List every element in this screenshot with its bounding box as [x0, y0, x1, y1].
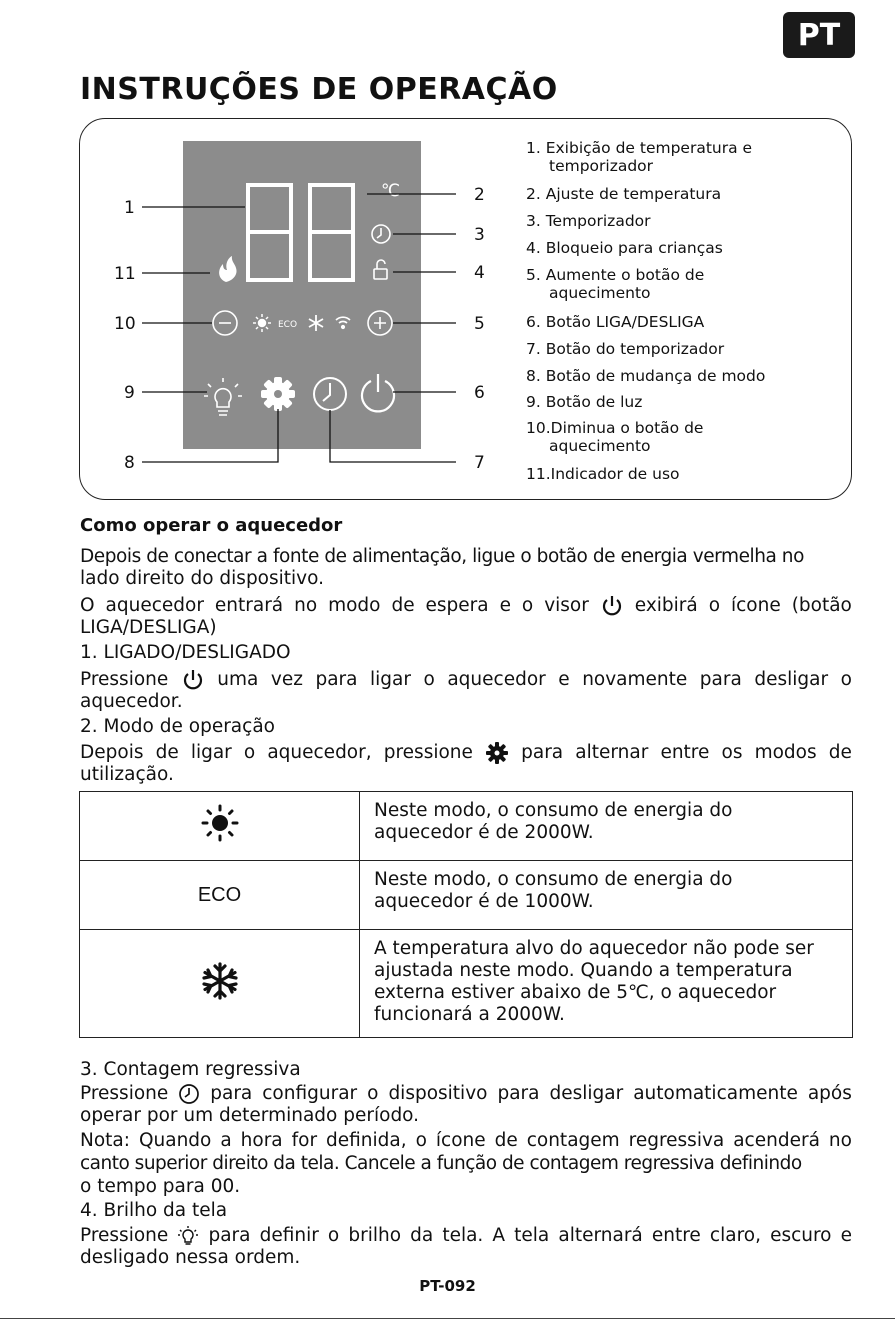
- paragraph-line: desligado nessa ordem.: [80, 1247, 301, 1268]
- mode-description: A temperatura alvo do aquecedor não pode ser ajustada neste modo. Quando a temperatura externa estiver abaixo de 5℃, o aquecedor funcionará a 2000W.: [360, 930, 853, 1038]
- mode-icon-cell: [80, 792, 360, 861]
- light-bulb-icon: [177, 1225, 199, 1247]
- mode-description: Neste modo, o consumo de energia do aquecedor é de 2000W.: [360, 792, 853, 861]
- eco-mode-label: ECO: [278, 320, 298, 330]
- paragraph-line: O aquecedor entrará no modo de espera e o visor exibirá o ícone (botão: [80, 595, 852, 616]
- subheading: 2. Modo de operação: [80, 716, 275, 737]
- callout-7: 7: [474, 453, 485, 473]
- paragraph-line: o tempo para 00.: [80, 1176, 241, 1197]
- legend-item: 1. Exibição de temperatura e temporizador: [526, 139, 753, 175]
- language-badge: PT: [783, 12, 855, 58]
- paragraph-line: operar por um determinado período.: [80, 1105, 420, 1126]
- callout-1: 1: [124, 198, 135, 218]
- paragraph-line: LIGA/DESLIGA): [80, 617, 217, 638]
- subheading: 1. LIGADO/DESLIGADO: [80, 642, 291, 663]
- eco-label: ECO: [197, 883, 242, 906]
- legend-item: 11.Indicador de uso: [526, 465, 680, 483]
- table-row: [80, 861, 853, 930]
- legend-item: 10.Diminua o botão de aquecimento: [526, 419, 704, 455]
- section-title: Como operar o aquecedor: [80, 515, 343, 536]
- paragraph-line: Depois de ligar o aquecedor, pressione para alternar entre os modos de: [80, 742, 852, 763]
- bottom-rule: [0, 1318, 895, 1319]
- callout-8: 8: [124, 453, 135, 473]
- power-icon: [181, 668, 205, 692]
- legend-item: 8. Botão de mudança de modo: [526, 367, 766, 385]
- snowflake-icon: [200, 961, 240, 1001]
- paragraph-line: Pressione para configurar o dispositivo para desligar automaticamente após: [80, 1083, 852, 1104]
- timer-icon: [178, 1083, 200, 1105]
- table-row: [80, 930, 853, 1038]
- callout-3: 3: [474, 225, 485, 245]
- page-number: PT-092: [419, 1277, 476, 1295]
- paragraph-line: Pressione uma vez para ligar o aquecedor e novamente para desligar o: [80, 669, 852, 690]
- callout-5: 5: [474, 314, 485, 334]
- paragraph-line: canto superior direito da tela. Cancele a função de contagem regressiva definindo: [80, 1153, 802, 1174]
- gear-icon: [485, 741, 509, 765]
- paragraph-line: Pressione para definir o brilho da tela. A tela alternará entre claro, escuro e: [80, 1225, 852, 1246]
- legend-item: 5. Aumente o botão de aquecimento: [526, 266, 705, 302]
- celsius-indicator: ℃: [381, 181, 401, 201]
- mode-description: Neste modo, o consumo de energia do aquecedor é de 1000W.: [360, 861, 853, 930]
- subheading: 3. Contagem regressiva: [80, 1059, 301, 1080]
- power-icon: [600, 594, 624, 618]
- subheading: 4. Brilho da tela: [80, 1200, 228, 1221]
- callout-4: 4: [474, 263, 485, 283]
- diagram-drawing: [80, 119, 853, 501]
- table-row: [80, 792, 853, 861]
- callout-10: 10: [114, 314, 136, 334]
- callout-11: 11: [114, 264, 136, 284]
- legend-item: 6. Botão LIGA/DESLIGA: [526, 313, 705, 331]
- paragraph-line: lado direito do dispositivo.: [80, 568, 324, 589]
- mode-icon-cell: [80, 861, 360, 930]
- modes-table: [79, 791, 853, 1038]
- legend-item: 2. Ajuste de temperatura: [526, 185, 722, 203]
- mode-gear-icon: [261, 377, 295, 411]
- paragraph-line: aquecedor.: [80, 691, 183, 712]
- page-title: INSTRUÇÕES DE OPERAÇÃO: [80, 72, 558, 107]
- control-panel-diagram: [79, 118, 852, 500]
- paragraph-line: Nota: Quando a hora for definida, o ícone de contagem regressiva acenderá no: [80, 1130, 852, 1151]
- paragraph-line: Depois de conectar a fonte de alimentação, ligue o botão de energia vermelha no: [80, 546, 804, 567]
- legend-item: 9. Botão de luz: [526, 393, 643, 411]
- callout-6: 6: [474, 383, 485, 403]
- sun-icon: [200, 803, 240, 843]
- legend-item: 7. Botão do temporizador: [526, 340, 725, 358]
- legend-item: 4. Bloqueio para crianças: [526, 239, 723, 257]
- callout-2: 2: [474, 185, 485, 205]
- callout-9: 9: [124, 383, 135, 403]
- mode-icon-cell: [80, 930, 360, 1038]
- legend-item: 3. Temporizador: [526, 212, 651, 230]
- paragraph-line: utilização.: [80, 764, 174, 785]
